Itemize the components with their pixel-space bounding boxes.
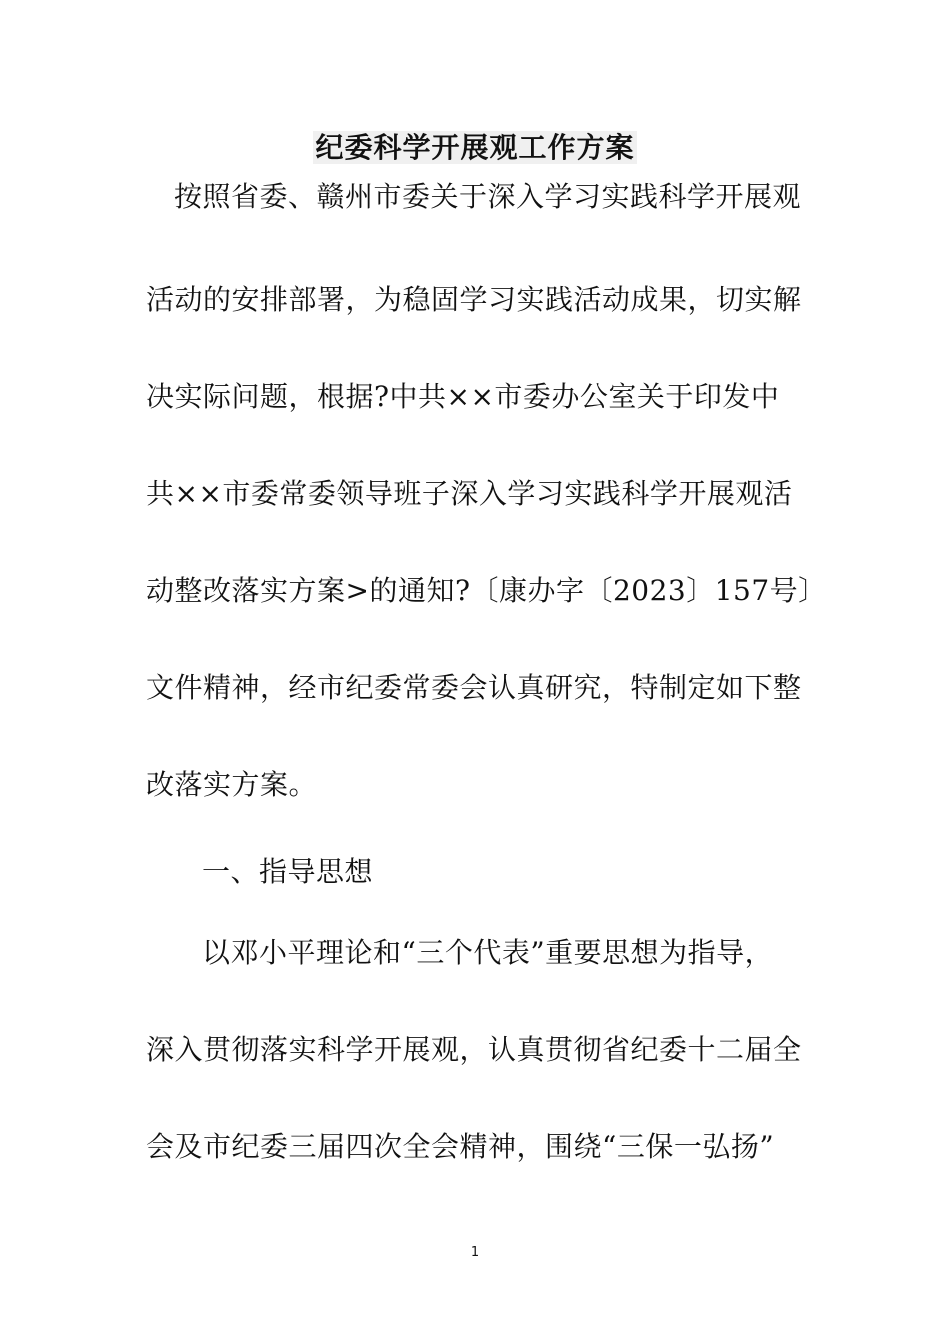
- paragraph-line: 以邓小平理论和“三个代表”重要思想为指导，: [202, 936, 774, 969]
- paragraph-line: 动整改落实方案>的通知?〔康办字〔2023〕157号〕: [146, 574, 827, 607]
- document-title: [0, 128, 950, 168]
- document-title-text: 纪委科学开展观工作方案: [315, 131, 635, 164]
- paragraph-line: 改落实方案。: [146, 768, 318, 801]
- page-number: 1: [470, 1245, 480, 1260]
- paragraph-line: 会及市纪委三届四次全会精神，围绕“三保一弘扬”: [146, 1130, 775, 1163]
- paragraph-line: 文件精神，经市纪委常委会认真研究，特制定如下整: [146, 671, 802, 704]
- paragraph-line: 共××市委常委领导班子深入学习实践科学开展观活: [146, 477, 793, 510]
- section-heading: 一、指导思想: [202, 855, 374, 888]
- paragraph-line: 活动的安排部署，为稳固学习实践活动成果，切实解: [146, 283, 802, 316]
- paragraph-line: 深入贯彻落实科学开展观，认真贯彻省纪委十二届全: [146, 1033, 802, 1066]
- paragraph-line: 按照省委、赣州市委关于深入学习实践科学开展观: [174, 180, 802, 213]
- paragraph-line: 决实际问题，根据?中共××市委办公室关于印发中: [146, 380, 780, 413]
